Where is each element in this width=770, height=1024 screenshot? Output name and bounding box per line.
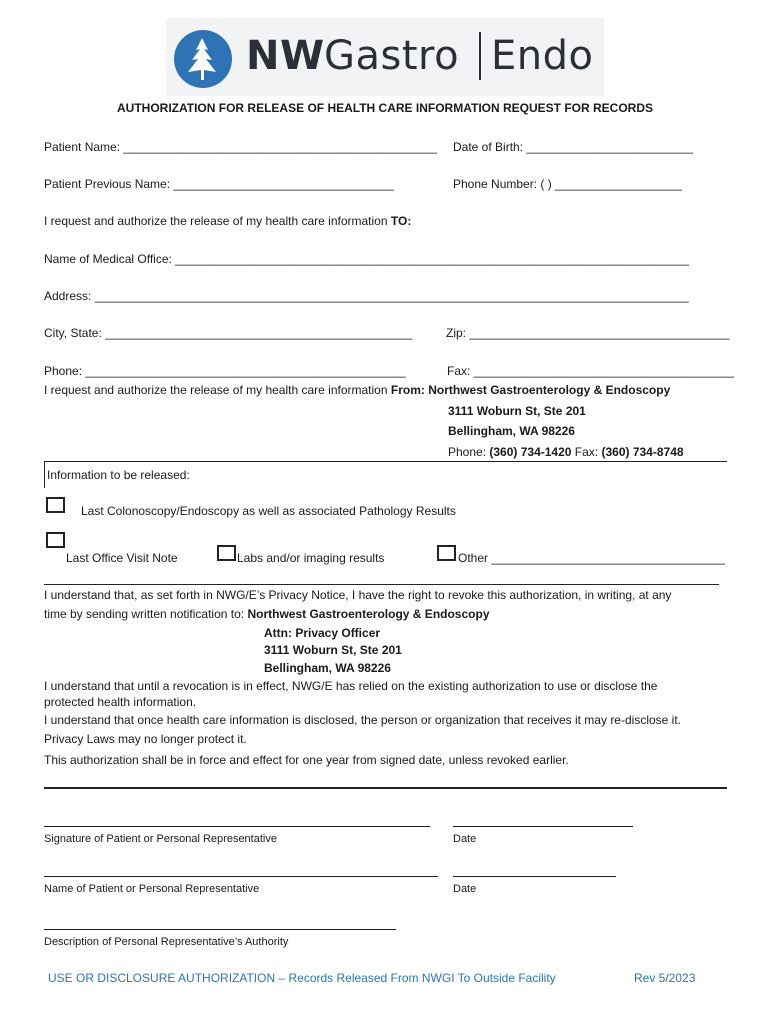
from-org: Northwest Gastroenterology & Endoscopy <box>428 383 671 397</box>
logo-nw: NW <box>246 33 325 79</box>
statement-duration: This authorization shall be in force and effect for one year from signed date, unless revoked earlier. <box>44 753 569 767</box>
office-visit-checkbox[interactable] <box>46 532 65 548</box>
info-heading: Information to be released: <box>47 468 190 482</box>
request-from-text: I request and authorize the release of my health care information <box>44 383 388 397</box>
from-phone: (360) 734-1420 <box>489 445 572 459</box>
revoke-attn: Attn: Privacy Officer <box>264 626 381 640</box>
other-line <box>44 584 719 585</box>
logo-divider <box>479 32 481 80</box>
page-title: AUTHORIZATION FOR RELEASE OF HEALTH CARE INFORMATION REQUEST FOR RECORDS <box>117 101 653 115</box>
address-field[interactable]: Address: _________________________________________________________________________________________ <box>44 289 689 303</box>
revoke-line1: I understand that, as set forth in NWG/E’s Privacy Notice, I have the right to revoke this authorization, in writing, at any <box>44 588 672 602</box>
request-from-bold: From: <box>390 383 425 397</box>
labs-checkbox[interactable] <box>217 545 236 561</box>
section-divider-side <box>44 461 45 488</box>
recipient-phone-field[interactable]: Phone: ________________________________________________ <box>44 364 406 378</box>
logo-endo: Endo <box>491 33 594 79</box>
revoke-line2 <box>44 607 490 621</box>
request-to-bold: TO: <box>390 214 412 228</box>
signature-divider <box>44 787 727 789</box>
phone-number-field[interactable]: Phone Number: ( ) ___________________ <box>453 177 682 191</box>
signature-line[interactable] <box>44 826 430 827</box>
revoke-line2-text: time by sending written notification to: <box>44 607 245 621</box>
request-from-line <box>44 383 670 397</box>
section-divider <box>44 461 727 462</box>
zip-field[interactable]: Zip: _______________________________________ <box>446 326 730 340</box>
previous-name-field[interactable]: Patient Previous Name: _________________________________ <box>44 177 394 191</box>
name-line[interactable] <box>44 876 438 877</box>
statement-revocation-cont: protected health information. <box>44 695 197 709</box>
from-contact <box>448 445 684 459</box>
request-to-line <box>44 214 411 228</box>
footer-revision: Rev 5/2023 <box>634 971 696 985</box>
patient-name-field[interactable]: Patient Name: _______________________________________________ <box>44 140 438 154</box>
from-street: 3111 Woburn St, Ste 201 <box>448 404 586 418</box>
date1-line[interactable] <box>453 826 633 827</box>
footer-left: USE OR DISCLOSURE AUTHORIZATION – Records Released From NWGI To Outside Facility <box>48 971 556 985</box>
revoke-org: Northwest Gastroenterology & Endoscopy <box>247 607 490 621</box>
colonoscopy-checkbox[interactable] <box>46 497 65 513</box>
revoke-street: 3111 Woburn St, Ste 201 <box>264 643 402 657</box>
signature-label: Signature of Patient or Personal Representative <box>44 833 277 845</box>
other-field[interactable]: Other ___________________________________ <box>458 551 725 565</box>
from-city: Bellingham, WA 98226 <box>448 424 575 438</box>
labs-label: Labs and/or imaging results <box>237 551 385 565</box>
from-fax: (360) 734-8748 <box>601 445 684 459</box>
colonoscopy-label: Last Colonoscopy/Endoscopy as well as associated Pathology Results <box>81 504 456 518</box>
authority-line[interactable] <box>44 929 396 930</box>
from-fax-prefix: Fax: <box>574 445 599 459</box>
authority-label: Description of Personal Representative’s Authority <box>44 936 289 948</box>
logo <box>166 18 604 96</box>
office-visit-label: Last Office Visit Note <box>66 551 178 565</box>
statement-revocation: I understand that until a revocation is in effect, NWG/E has relied on the existing authorization to use or disclose the <box>44 679 658 693</box>
statement-privacy: Privacy Laws may no longer protect it. <box>44 732 247 746</box>
logo-gastro: Gastro <box>324 33 460 79</box>
city-state-field[interactable]: City, State: ______________________________________________ <box>44 326 413 340</box>
request-to-text: I request and authorize the release of my health care information <box>44 214 388 228</box>
medical-office-field[interactable]: Name of Medical Office: _____________________________________________________________________________ <box>44 252 690 266</box>
tree-icon <box>174 30 232 88</box>
from-phone-prefix: Phone: <box>448 445 487 459</box>
date2-label: Date <box>453 883 477 895</box>
other-checkbox[interactable] <box>437 545 456 561</box>
recipient-fax-field[interactable]: Fax: _______________________________________ <box>447 364 734 378</box>
name-label: Name of Patient or Personal Representative <box>44 883 260 895</box>
date1-label: Date <box>453 833 477 845</box>
revoke-city: Bellingham, WA 98226 <box>264 661 391 675</box>
statement-redisclose: I understand that once health care information is disclosed, the person or organization that receives it may re-disclose it. <box>44 713 682 727</box>
dob-field[interactable]: Date of Birth: _________________________ <box>453 140 694 154</box>
date2-line[interactable] <box>453 876 616 877</box>
